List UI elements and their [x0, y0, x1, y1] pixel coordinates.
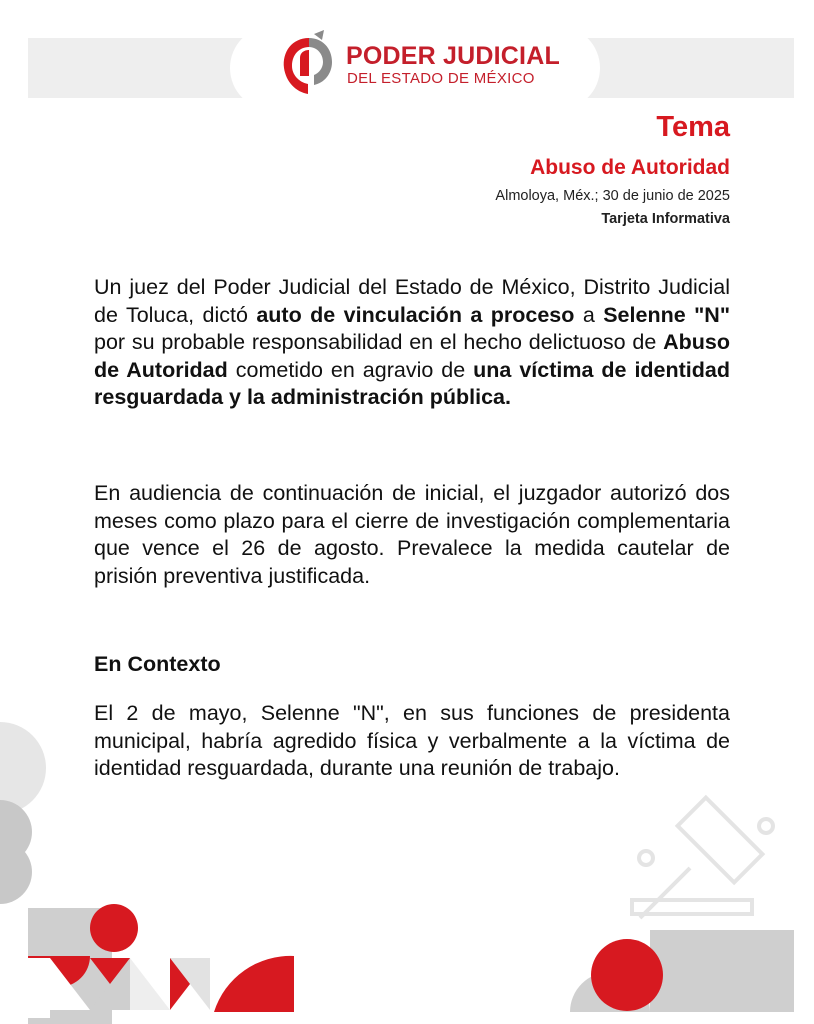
gavel-icon	[632, 798, 773, 918]
topic-title: Abuso de Autoridad	[530, 156, 730, 179]
paragraph-1-bold-2: Selenne "N"	[603, 302, 731, 327]
deco-red-quarter-circle	[214, 956, 294, 1012]
deco-gray-triangle-1	[130, 958, 170, 1010]
deco-gray-half-circle	[570, 972, 650, 1012]
deco-gray-triangle-3	[90, 958, 130, 1010]
document-type: Tarjeta Informativa	[601, 211, 730, 227]
deco-gray-triangle-2	[170, 958, 210, 1010]
deco-left-half-circle-1	[0, 800, 32, 864]
paragraph-1-text-1: Un juez del Poder Judicial del Estado de México, Distrito Judicial de Toluca, dictó	[94, 275, 730, 327]
deco-red-triangle-2	[170, 958, 210, 1010]
paragraph-1-bold-4: una víctima de identidad resguardada y la administración pública.	[94, 357, 730, 409]
context-paragraph: El 2 de mayo, Selenne "N", en sus funciones de presidenta municipal, habría agredido física y verbalmente a la víctima de identidad resguardada, durante una reunión de trabajo.	[94, 701, 730, 780]
deco-gray-block-right	[650, 930, 794, 1012]
heading-block	[495, 108, 730, 229]
deco-left-half-circle-2	[0, 840, 32, 904]
deco-gray-block	[28, 908, 112, 1024]
context-title: En Contexto	[94, 652, 221, 676]
deco-red-circle-large	[591, 939, 663, 1011]
deco-white-bar	[28, 958, 50, 1018]
paragraph-1	[94, 274, 730, 412]
deco-white-triangle-1	[50, 958, 90, 1010]
place-date: Almoloya, Méx.; 30 de junio de 2025	[495, 188, 730, 204]
paragraph-1-bold-1: auto de vinculación a proceso	[256, 302, 575, 327]
deco-red-circle-small	[90, 904, 138, 952]
paragraph-2: En audiencia de continuación de inicial, el juzgador autorizó dos meses como plazo para el cierre de investigación complementaria que vence el 26 de agosto. Prevalece la medida cautelar de prisión preventiva justificada.	[94, 481, 730, 588]
tema-label: Tema	[656, 111, 730, 143]
logo-title: PODER JUDICIAL	[346, 42, 560, 70]
deco-left-half-circle-large	[0, 722, 46, 814]
logo-subtitle: DEL ESTADO DE MÉXICO	[347, 70, 535, 87]
deco-red-triangle-1	[90, 958, 130, 1010]
paragraph-1-text-4: cometido en agravio de	[227, 357, 474, 382]
deco-red-half-circle	[28, 956, 90, 987]
paragraph-1-text-2: a	[574, 302, 604, 327]
poder-judicial-logo-icon	[278, 30, 340, 104]
paragraph-1-bold-3: Abuso de Autoridad	[94, 330, 730, 382]
paragraph-1-text-3: por su probable responsabilidad en el hecho delictuoso de	[94, 330, 664, 354]
